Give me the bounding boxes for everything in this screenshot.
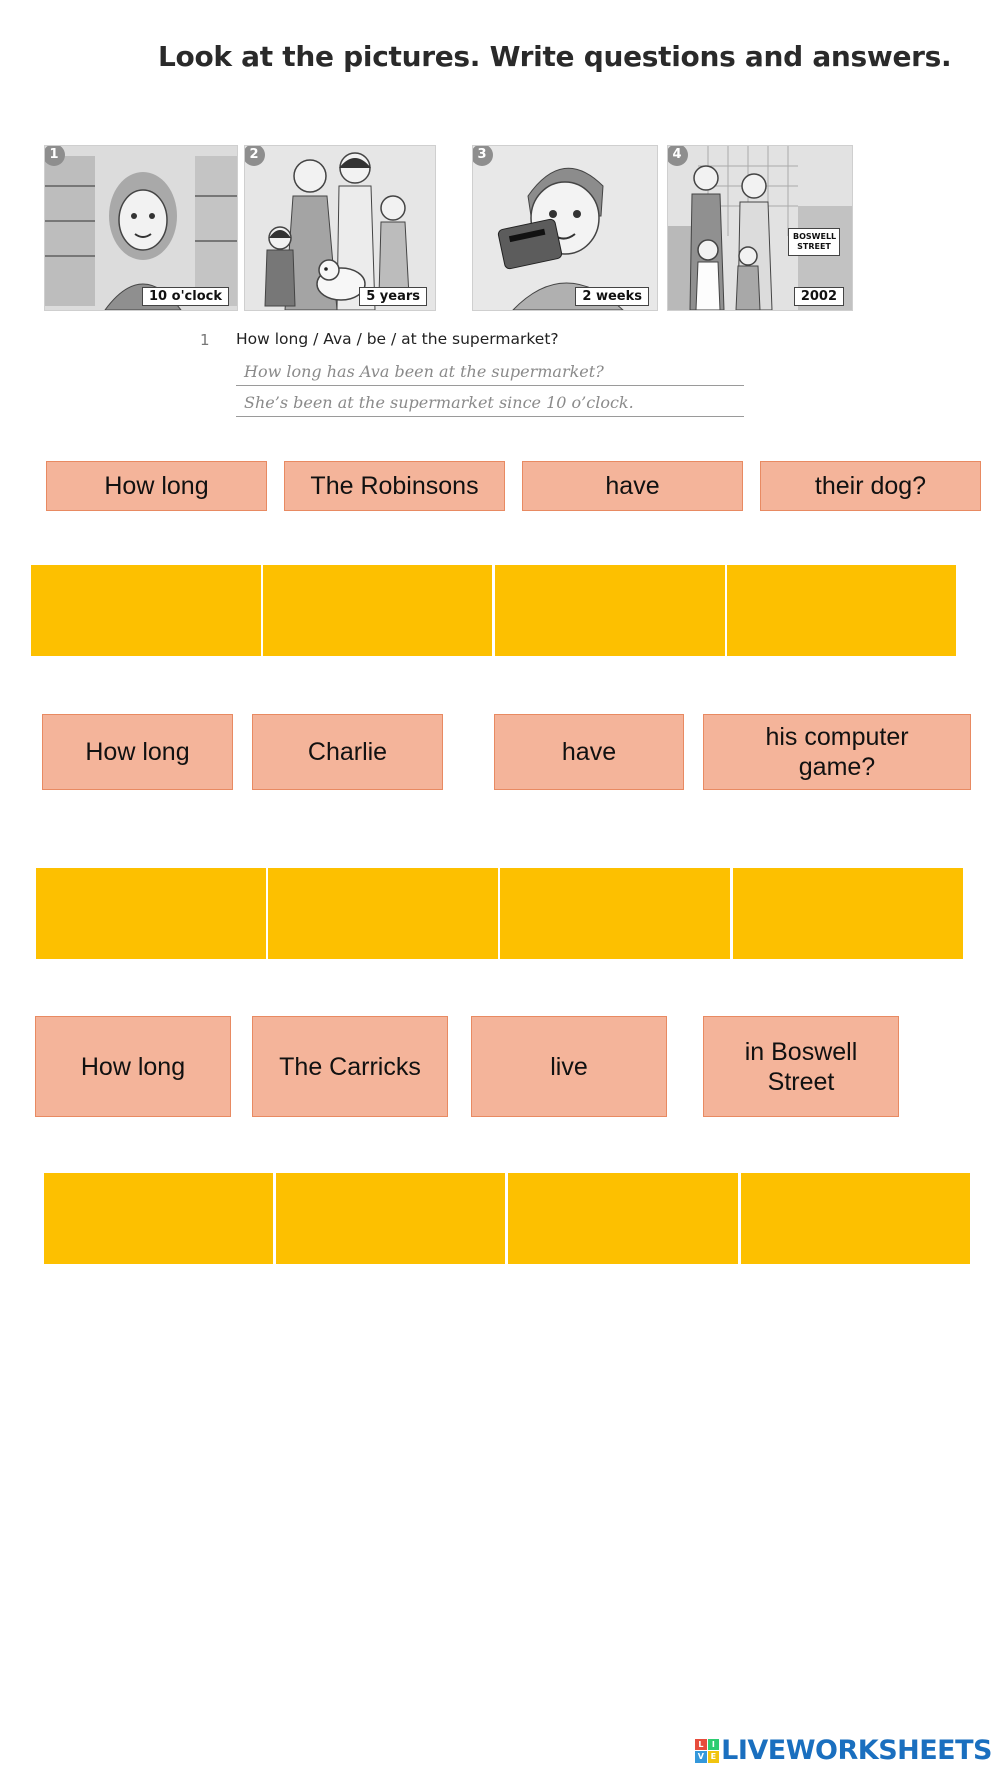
liveworksheets-brand (695, 1735, 992, 1766)
picture-number: 3 (472, 145, 493, 166)
drop-zone[interactable] (36, 868, 266, 959)
logo-letter: I (708, 1739, 720, 1751)
picture-caption: 10 o'clock (142, 287, 229, 306)
logo-letter: V (695, 1751, 707, 1763)
brand-name: LIVEWORKSHEETS (721, 1735, 992, 1766)
logo-letter: E (708, 1751, 720, 1763)
word-chip-the-carricks[interactable]: The Carricks (252, 1016, 448, 1117)
logo-letter: L (695, 1739, 707, 1751)
picture-3 (472, 145, 658, 311)
picture-number: 4 (667, 145, 688, 166)
supermarket-illustration (45, 146, 237, 310)
example-question-line: How long has Ava been at the supermarket? (236, 361, 744, 386)
drop-zone[interactable] (268, 868, 498, 959)
drop-zone[interactable] (495, 565, 725, 656)
example-prompt: How long / Ava / be / at the supermarket? (236, 330, 559, 348)
picture-2 (244, 145, 436, 311)
word-chip-in-boswell-street[interactable]: in Boswell Street (703, 1016, 899, 1117)
drop-zone[interactable] (741, 1173, 970, 1264)
picture-caption: 2 weeks (575, 287, 649, 306)
drop-zone[interactable] (727, 565, 956, 656)
drop-zone[interactable] (44, 1173, 273, 1264)
boy-with-console-illustration (473, 146, 657, 310)
drop-zone[interactable] (733, 868, 963, 959)
instructions-title: Look at the pictures. Write questions and answers. (158, 40, 952, 73)
word-chip-how-long[interactable]: How long (42, 714, 233, 790)
drop-zone[interactable] (263, 565, 492, 656)
word-chip-live[interactable]: live (471, 1016, 667, 1117)
word-chip-have[interactable]: have (522, 461, 743, 511)
family-dog-illustration (245, 146, 435, 310)
picture-caption: 2002 (794, 287, 844, 306)
example-answer-line: She’s been at the supermarket since 10 o’clock. (236, 392, 744, 417)
word-chip-their-dog[interactable]: their dog? (760, 461, 981, 511)
picture-1 (44, 145, 238, 311)
word-chip-have[interactable]: have (494, 714, 684, 790)
liveworksheets-logo-icon (695, 1739, 719, 1763)
picture-number: 2 (244, 145, 265, 166)
picture-number: 1 (44, 145, 65, 166)
example-number: 1 (200, 331, 210, 349)
drop-zone[interactable] (276, 1173, 505, 1264)
picture-4 (667, 145, 853, 311)
word-chip-how-long[interactable]: How long (35, 1016, 231, 1117)
street-sign: BOSWELL STREET (788, 228, 840, 256)
word-chip-his-computer-game[interactable]: his computer game? (703, 714, 971, 790)
word-chip-how-long[interactable]: How long (46, 461, 267, 511)
picture-caption: 5 years (359, 287, 427, 306)
word-chip-charlie[interactable]: Charlie (252, 714, 443, 790)
drop-zone[interactable] (500, 868, 730, 959)
drop-zone[interactable] (31, 565, 261, 656)
drop-zone[interactable] (508, 1173, 738, 1264)
word-chip-the-robinsons[interactable]: The Robinsons (284, 461, 505, 511)
